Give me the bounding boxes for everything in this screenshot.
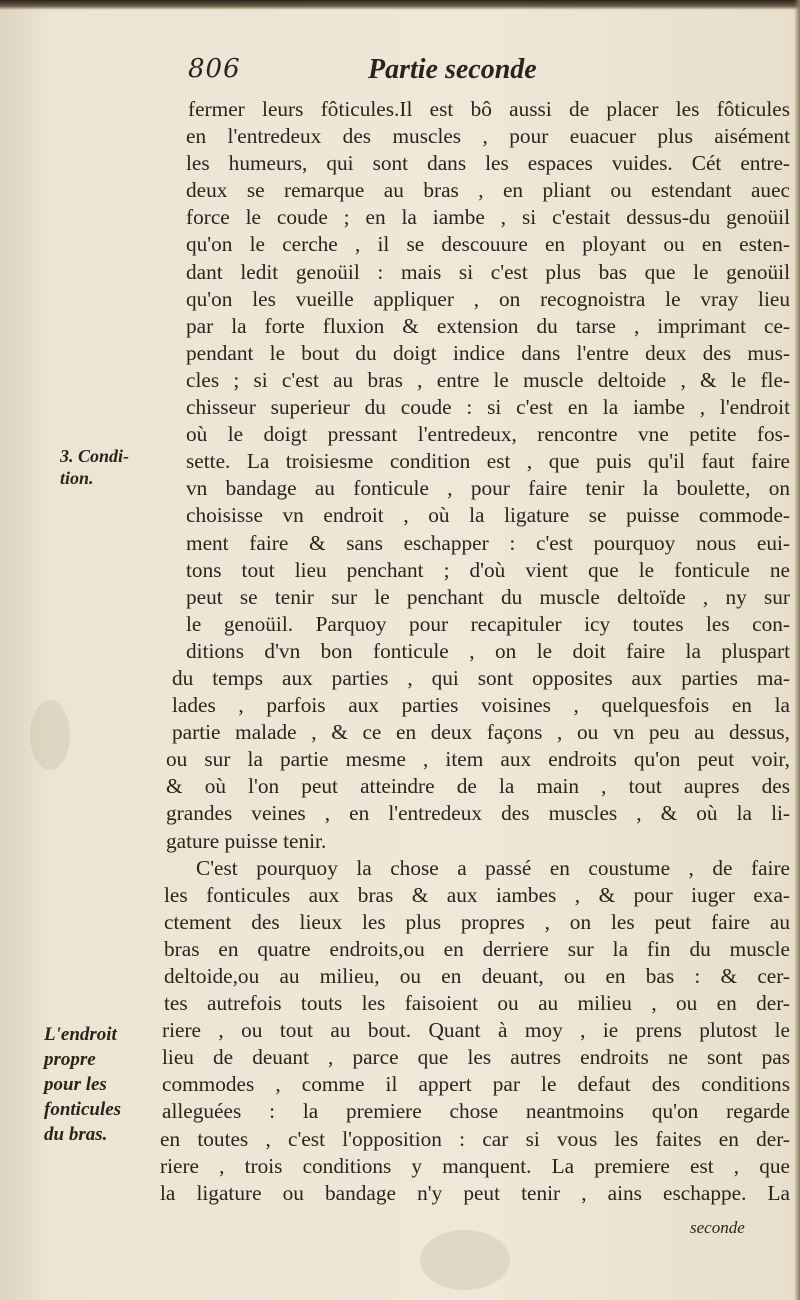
catchword: seconde [690, 1218, 745, 1237]
text-line: ou sur la partie mesme , item aux endroits qu'on peut voir, [166, 747, 790, 772]
text-line: chisseur superieur du coude : si c'est en la iambe , l'endroit [186, 395, 790, 420]
margin-note-line: tion. [60, 468, 94, 488]
text-line: les fonticules aux bras & aux iambes , & pour iuger exa- [164, 882, 790, 907]
text-line: dant ledit genoüil : mais si c'est plus bas que le genoüil [186, 259, 790, 284]
text-line: qu'on les vueille appliquer , on recognoistra le vray lieu [186, 286, 790, 311]
text-line: ment faire & sans eschapper : c'est pourquoy nous eui- [186, 530, 790, 555]
margin-note-line: fonticules [44, 1099, 122, 1120]
text-line: pendant le bout du doigt indice dans l'entre deux des mus- [186, 340, 790, 365]
text-line: lieu de deuant , parce que les autres endroits ne sont pas [162, 1045, 790, 1070]
text-line: vn bandage au fonticule , pour faire tenir la boulette, on [186, 476, 790, 501]
margin-note-line: du bras. [44, 1124, 108, 1145]
text-line: cles ; si c'est au bras , entre le muscle deltoide , & le fle- [186, 367, 790, 392]
text-line: force le coude ; en la iambe , si c'estait dessus-du genoüil [186, 205, 790, 230]
text-line: en toutes , c'est l'opposition : car si vous les faites en der- [160, 1126, 790, 1151]
text-line: la ligature ou bandage n'y peut tenir , ains eschappe. La [160, 1180, 790, 1205]
paper-stain [30, 700, 70, 770]
text-line: riere , ou tout au bout. Quant à moy , ie prens plutost le [162, 1018, 790, 1043]
main-text-block [160, 96, 790, 1207]
text-line: partie malade , & ce en deux façons , ou vn peu au dessus, [172, 720, 790, 745]
page-right-shadow [794, 0, 800, 1300]
margin-note-line: 3. Condi- [60, 446, 130, 466]
running-head: Partie seconde [368, 54, 537, 85]
text-line: qu'on le cerche , il se descouure en ployant ou en esten- [186, 232, 790, 257]
paragraph-start-line: C'est pourquoy la chose a passé en coustume , de faire [196, 855, 790, 880]
text-line: sette. La troisiesme condition est , que puis qu'il faut faire [186, 449, 790, 474]
page-top-shadow [0, 0, 800, 10]
text-line: & où l'on peut atteindre de la main , tout aupres des [166, 774, 790, 799]
text-line: riere , trois conditions y manquent. La premiere est , que [160, 1153, 790, 1178]
page-number: 806 [188, 54, 241, 84]
text-line: où le doigt pressant l'entredeux, rencontre vne petite fos- [186, 422, 790, 447]
text-line: du temps aux parties , qui sont opposites aux parties ma- [172, 665, 790, 690]
margin-note-endroit [44, 1022, 121, 1147]
text-line: en l'entredeux des muscles , pour euacuer plus aisément [186, 124, 790, 149]
text-line: alleguées : la premiere chose neantmoins qu'on regarde [162, 1099, 790, 1124]
text-line: gature puisse tenir. [166, 828, 327, 853]
text-line: ctement des lieux les plus propres , on les peut faire au [164, 909, 790, 934]
text-line: par la forte fluxion & extension du tarse , imprimant ce- [186, 313, 790, 338]
text-line: lades , parfois aux parties voisines , quelquesfois en la [172, 693, 790, 718]
margin-note-line: propre [44, 1049, 96, 1070]
text-line: tes autrefois touts les faisoient ou au milieu , ou en der- [164, 991, 790, 1016]
text-line: bras en quatre endroits,ou en derriere sur la fin du muscle [164, 936, 790, 961]
text-line: commodes , comme il appert par le defaut des conditions [162, 1072, 790, 1097]
margin-note-line: L'endroit [44, 1024, 117, 1045]
text-line: le genoüil. Parquoy pour recapituler icy toutes les con- [186, 611, 790, 636]
text-line: deux se remarque au bras , en pliant ou estendant auec [186, 178, 790, 203]
margin-note-condition [60, 445, 129, 489]
page-header [188, 52, 768, 92]
text-line: fermer leurs fôticules.Il est bô aussi de placer les fôticules [188, 97, 790, 121]
text-line: les humeurs, qui sont dans les espaces vuides. Cét entre- [186, 151, 790, 176]
text-line: deltoide,ou au milieu, ou en deuant, ou en bas : & cer- [164, 964, 790, 988]
text-line: tons tout lieu penchant ; d'où vient que le fonticule ne [186, 557, 790, 582]
margin-note-line: pour les [44, 1074, 107, 1095]
text-line: choisisse vn endroit , où la ligature se puisse commode- [186, 503, 790, 528]
text-line: grandes veines , en l'entredeux des muscles , & où la li- [166, 801, 790, 826]
text-line: peut se tenir sur le penchant du muscle deltoïde , ny sur [186, 584, 790, 609]
text-line: ditions d'vn bon fonticule , on le doit faire la pluspart [186, 638, 790, 663]
paper-stain [420, 1230, 510, 1290]
